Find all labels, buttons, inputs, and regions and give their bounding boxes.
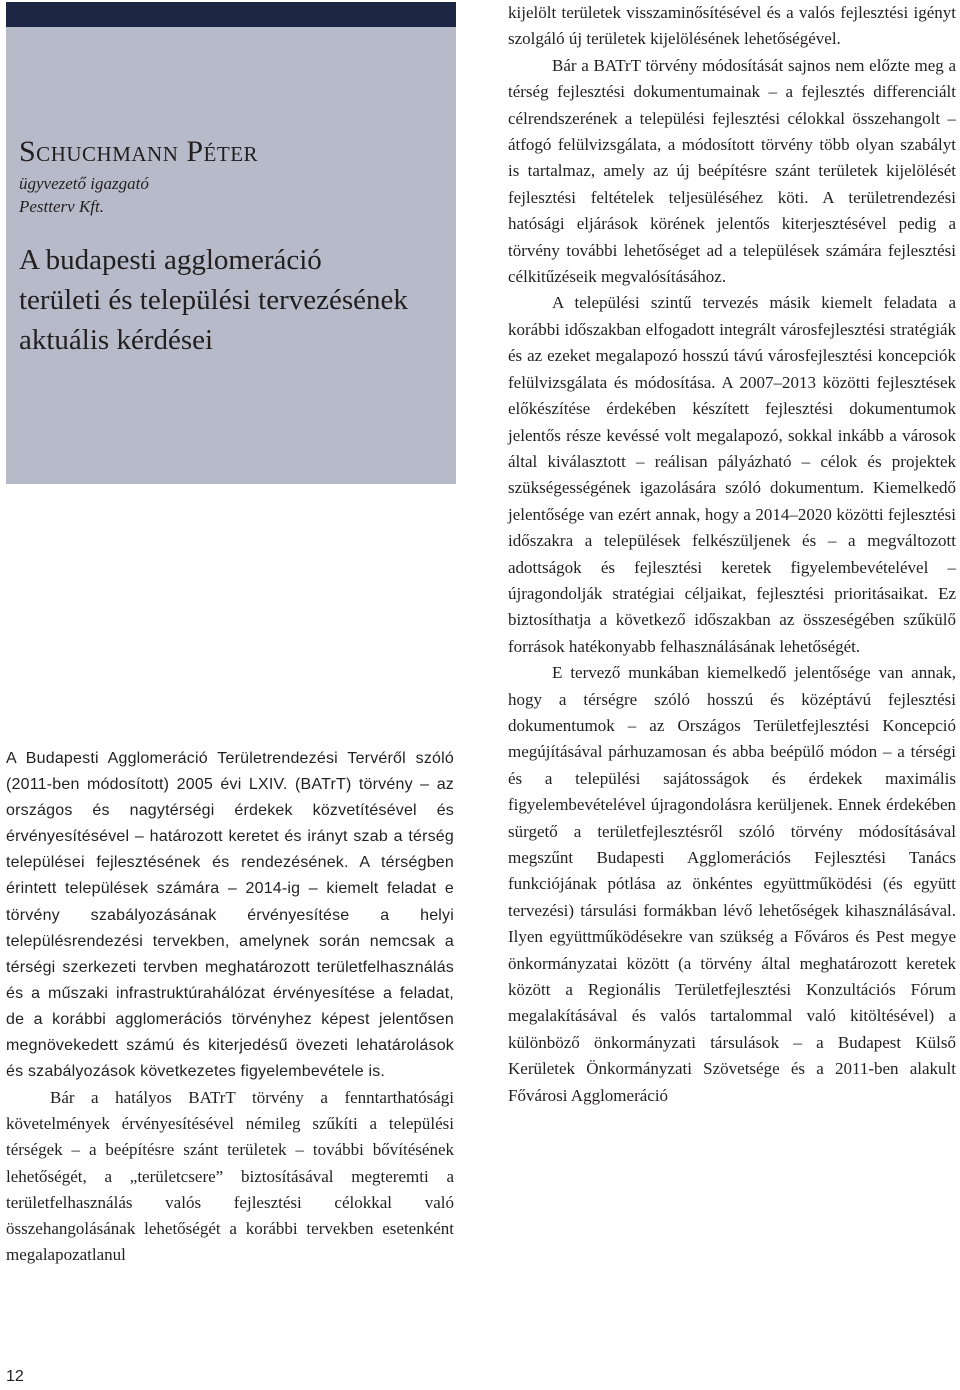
article-title (19, 240, 449, 360)
author-role: ügyvezető igazgató (19, 174, 149, 193)
header-accent-bar (6, 2, 456, 27)
article-title-line: területi és települési tervezésének (19, 284, 408, 316)
article-title-line: aktuális kérdései (19, 324, 214, 356)
author-name: Schuchmann Péter (19, 135, 259, 168)
body-paragraph: E tervező munkában kiemelkedő jelentősége van annak, hogy a térségre szóló hosszú és középtávú fejlesztési dokumentumok – az Országos Területfejlesztési Koncepció megújításával párhuzamosan és abba beépülő módon – a térségi és a települési sajátosságok és érdekek maximális figyelembevételével újragondolásra kerüljenek. Ennek érdekében sürgető a területfejlesztésről szóló törvény módosításával megszűnt Budapesti Agglomerációs Fejlesztési Tanács funkciójának pótlása az önkéntes együttműködési (és együtt tervezési) társulási formákban lévő lehetőségek kihasználásával. Ilyen együttműködésekre van szükség a Főváros és Pest megye önkormányzatai között (a törvény által meghatározott keretek között a Regionális Területfejlesztési Konzultációs Fórum megalakításával és valós tartalommal való kitöltésével) a különböző önkormányzati társulások – a Budapest Külső Kerületek Önkormányzati Szövetsége és a 2011-ben alakult Fővárosi Agglomeráció (508, 663, 956, 1105)
body-paragraph-continued: kijelölt területek visszaminősítésével és a valós fejlesztési igényt szolgáló új területek kijelölésének lehetőségével. (508, 3, 956, 49)
body-paragraph: A települési szintű tervezés másik kiemelt feladata a korábbi időszakban elfogadott integrált városfejlesztési stratégiák és az ezeket megalapozó hosszú távú városfejlesztési koncepciók felülvizsgálata és módosítása. A 2007–2013 közötti fejlesztések előkészítése érdekében készített fejlesztési dokumentumok jelentős része kevéssé volt megalapozó, sokkal inkább a városok által kiválasztott – reálisan pályázható – célok és projektek szükségességének igazolására szóló dokumentum. Kiemelkedő jelentősége van ezért annak, hogy a 2014–2020 közötti fejlesztési időszakra a települések felkészüljenek és – a megváltozott adottságok és fejlesztési keretek figyelembevételével – újragondolják stratégiai céljaikat, fejlesztési prioritásaikat. Ez biztosíthatja a következő időszakban az összeségében szűkülő források hatékonyabb felhasználásának lehetőségét. (508, 293, 956, 656)
page-number: 12 (6, 1368, 24, 1385)
right-text-column (508, 0, 956, 1109)
left-text-column (6, 746, 454, 1268)
body-paragraph: Bár a hatályos BATrT törvény a fenntarthatósági követelmények érvényesítésével némileg szűkíti a települési térségek – a beépítésre szánt területek – további bővítésének lehetőségét, a „területcsere” biztosításával megteremti a területfelhasználás valós fejlesztési célokkal való összehangolásának lehetőségét a korábbi tervekben esetenként megalapozatlanul (6, 1088, 454, 1264)
body-paragraph: A Budapesti Agglomeráció Területrendezési Tervéről szóló (2011-ben módosított) 2005 évi LXIV. (BATrT) törvény – az országos és nagytérségi érdekek közvetítésével és érvényesítésével – határozott keretet és irányt szab a térség települései fejlesztésének és rendezésének. A térségben érintett települések számára – 2014-ig – kiemelt feladat e törvény szabályozásának érvényesítése a helyi településrendezési tervekben, amelynek során nemcsak a térségi szerkezeti tervben meghatározott területfelhasználás és a műszaki infrastruktúrahálózat érvényesítése a feladat, de a korábbi agglomerációs törvényhez képest jelentősen megnövekedett számú és kiterjedésű övezeti lehatárolások és szabályozások következetes figyelembevétele is. (6, 750, 454, 1081)
author-organization: Pestterv Kft. (19, 197, 104, 216)
body-paragraph: Bár a BATrT törvény módosítását sajnos nem előzte meg a térség fejlesztési dokumentumainak – a fejlesztés differenciált célrendszerének a települési fejlesztési célokkal összehangolt – átfogó felülvizsgálata, a módosított törvény több olyan szabályt is tartalmaz, amely az új beépítésre szánt területek kijelölését fejlesztési feltételek teljesüléséhez köti. A területrendezési hatósági eljárások körének jelentős kiterjesztésével pedig a törvény további lehetőséget ad a települések számára fejlesztési célkitűzéseik megvalósításához. (508, 55, 956, 287)
article-title-line: A budapesti agglomeráció (19, 244, 322, 276)
